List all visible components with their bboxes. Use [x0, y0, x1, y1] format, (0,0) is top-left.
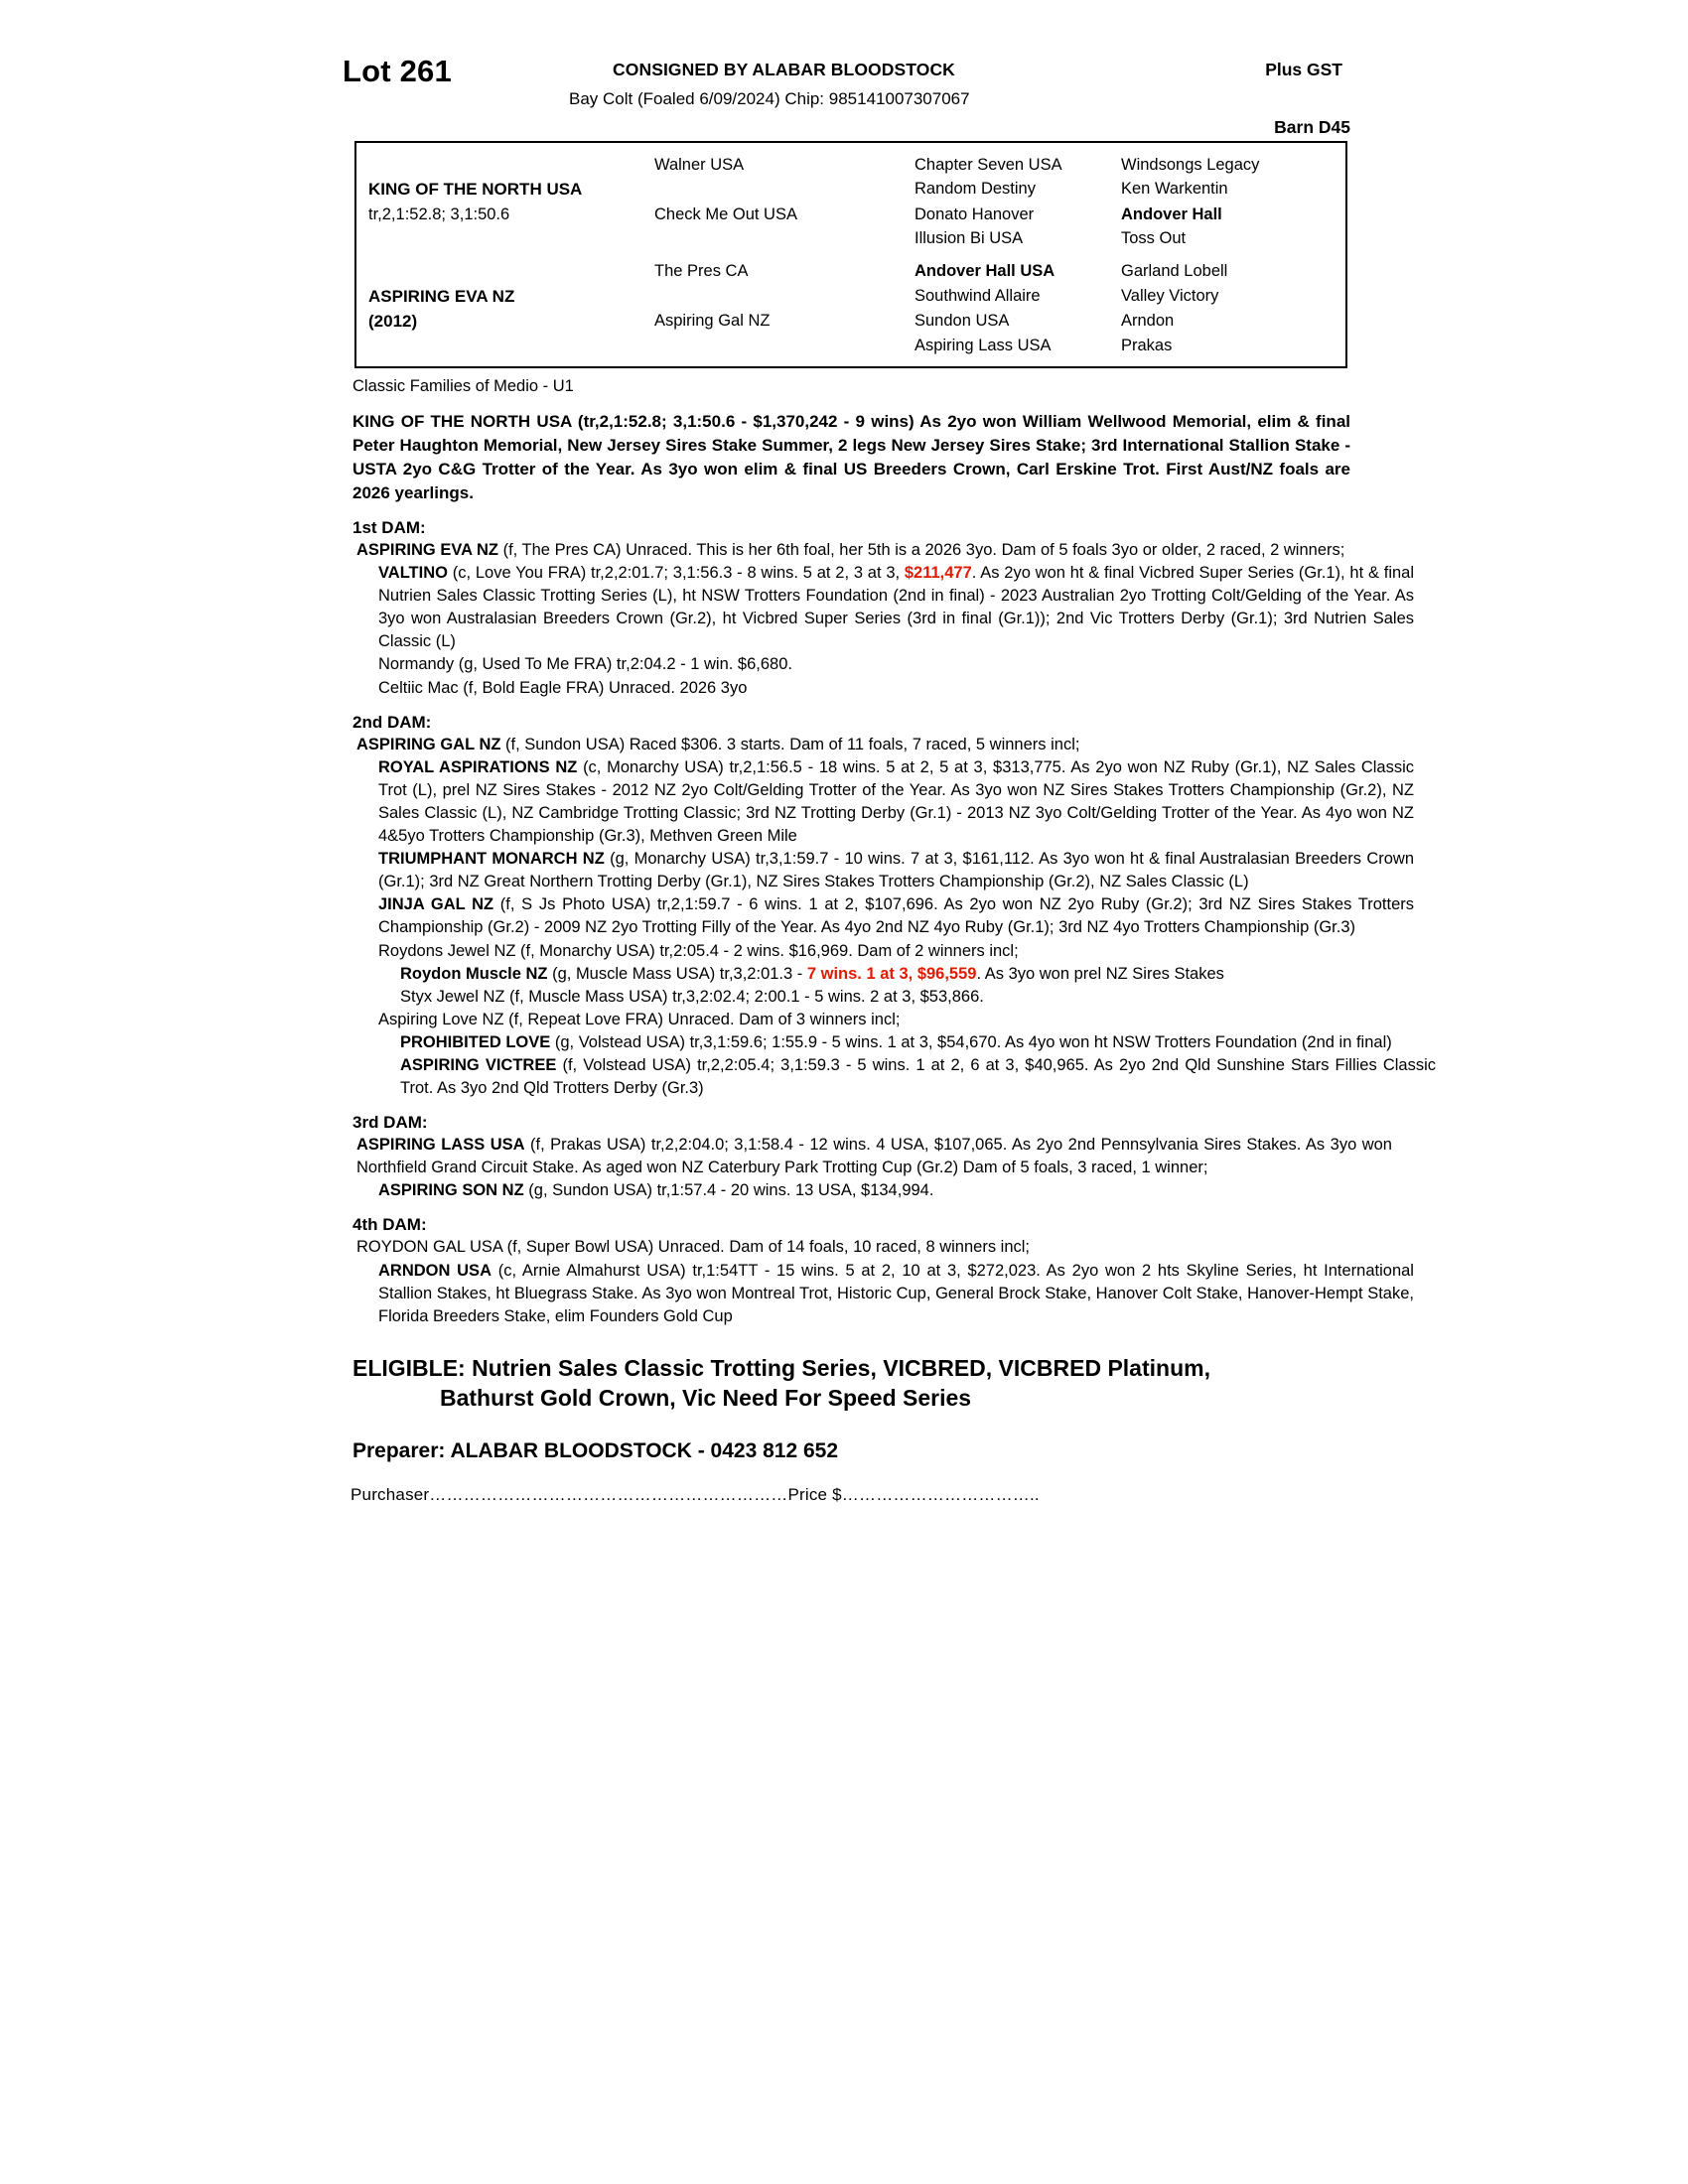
progeny-entry	[378, 562, 1414, 653]
eligible-line-1: ELIGIBLE: Nutrien Sales Classic Trotting Series, VICBRED, VICBRED Platinum,	[352, 1354, 1210, 1381]
progeny-text	[400, 986, 1436, 1009]
progeny-entry	[378, 756, 1414, 848]
progeny-detail: (g, Monarchy USA) tr,3,1:59.7 - 10 wins. 7 at 3, $161,112. As 3yo won ht & final Australasian Breeders Crown (Gr.1); 3rd NZ Great Northern Trotting Derby (Gr.1), NZ Sires Stakes Trotters Championship (Gr.2), NZ Sales Classic (L)	[378, 850, 1414, 891]
progeny-detail: (g, Volstead USA) tr,3,1:59.6; 1:55.9 - 5 wins. 1 at 3, $54,670. As 4yo won ht NSW Trotters Foundation (2nd in final)	[550, 1032, 1392, 1051]
progeny-text	[378, 653, 1414, 676]
gst-note: Plus GST	[1265, 60, 1342, 79]
horse-description: Bay Colt (Foaled 6/09/2024) Chip: 985141007307067	[569, 89, 970, 108]
progeny-entry	[378, 677, 1414, 700]
lot-number: Lot 261	[343, 54, 452, 88]
progeny-entry	[400, 1054, 1436, 1100]
dam-gp2: Southwind Allaire	[914, 286, 1041, 305]
dam-ggp1: Garland Lobell	[1121, 262, 1228, 281]
preparer-line: Preparer: ALABAR BLOODSTOCK - 0423 812 652	[352, 1438, 838, 1462]
progeny-entry	[356, 734, 1392, 756]
sire-summary: KING OF THE NORTH USA (tr,2,1:52.8; 3,1:50.6 - $1,370,242 - 9 wins) As 2yo won William Wellwood Memorial, elim & final Peter Haughton Memorial, New Jersey Sires Stake Summer, 2 legs New Jersey Sires Stake; 3rd International Stallion Stake - USTA 2yo C&G Trotter of the Year. As 3yo won elim & final US Breeders Crown, Carl Erskine Trot. First Aust/NZ foals are 2026 yearlings.	[352, 411, 1350, 502]
barn-number: Barn D45	[1274, 117, 1350, 137]
progeny-name: Roydon Muscle NZ	[400, 964, 548, 983]
progeny-entry	[378, 893, 1414, 939]
progeny-entry	[356, 1236, 1392, 1259]
sire-dam: Check Me Out USA	[654, 205, 797, 223]
progeny-detail: (g, Sundon USA) tr,1:57.4 - 20 wins. 13 USA, $134,994.	[523, 1181, 934, 1200]
progeny-entry	[378, 940, 1414, 963]
dam-name: ASPIRING EVA NZ	[368, 286, 515, 306]
sire-gp3: Donato Hanover	[914, 205, 1035, 223]
progeny-entry	[400, 986, 1436, 1009]
progeny-text	[356, 1236, 1392, 1259]
dam-year: (2012)	[368, 311, 418, 331]
progeny-detail: (c, Love You FRA) tr,2,2:01.7; 3,1:56.3 - 8 wins. 5 at 2, 3 at 3,	[447, 564, 905, 583]
pedigree-cell	[654, 177, 914, 202]
progeny-detail-cont: . As 2yo won ht & final Vicbred Super Series (Gr.1), ht & final Nutrien Sales Classic Trotting Series (L), ht NSW Trotters Foundation (2nd in final) - 2023 Australian 2yo Trotting Colt/Gelding of the Year. As 3yo won Australasian Breeders Crown (Gr.2), ht Vicbred Super Series (3rd in final (Gr.1)); 2nd Vic Trotters Derby (Gr.1); 3rd Nutrien Sales Classic (L)	[378, 564, 1415, 651]
consignor-line: CONSIGNED BY ALABAR BLOODSTOCK	[613, 60, 955, 79]
sire-ggp2: Ken Warkentin	[1121, 180, 1228, 199]
progeny-text	[378, 893, 1414, 939]
page-header	[343, 46, 1390, 141]
sire-ggp4: Toss Out	[1121, 228, 1187, 247]
sire-ggp1: Windsongs Legacy	[1121, 156, 1260, 174]
pedigree-divider	[356, 250, 1345, 259]
progeny-name: TRIUMPHANT MONARCH NZ	[378, 850, 605, 869]
progeny-name: ARNDON USA	[378, 1261, 492, 1280]
progeny-detail: Roydons Jewel NZ (f, Monarchy USA) tr,2:05.4 - 2 wins. $16,969. Dam of 2 winners incl;	[378, 941, 1019, 960]
progeny-name: ASPIRING VICTREE	[400, 1055, 557, 1074]
dam-ggp4: Prakas	[1121, 337, 1173, 355]
dam-gp3: Sundon USA	[914, 311, 1010, 330]
progeny-entry	[378, 1260, 1414, 1328]
pedigree-row	[356, 177, 1345, 202]
purchaser-line: Purchaser………………………………………………………Price $……………………………..	[351, 1484, 1040, 1504]
dam-gp4: Aspiring Lass USA	[914, 337, 1052, 355]
progeny-name: VALTINO	[378, 564, 448, 583]
progeny-text	[356, 539, 1392, 562]
progeny-name: ASPIRING EVA NZ	[356, 541, 499, 559]
progeny-text	[378, 1260, 1414, 1328]
dam-heading: 1st DAM:	[352, 518, 426, 537]
dam-ggp2: Valley Victory	[1121, 286, 1219, 305]
progeny-name: JINJA GAL NZ	[378, 895, 494, 914]
progeny-text	[378, 940, 1414, 963]
pedigree-row	[356, 203, 1345, 226]
pedigree-row	[356, 259, 1345, 283]
progeny-name: ASPIRING SON NZ	[378, 1181, 524, 1200]
pedigree-cell	[654, 284, 914, 309]
progeny-detail: (g, Muscle Mass USA) tr,3,2:01.3 -	[547, 964, 807, 983]
progeny-detail: (f, The Pres CA) Unraced. This is her 6th foal, her 5th is a 2026 3yo. Dam of 5 foals 3yo or older, 2 raced, 2 winners;	[498, 541, 1345, 559]
pedigree-row	[356, 309, 1345, 334]
progeny-detail: (c, Arnie Almahurst USA) tr,1:54TT - 15 wins. 5 at 2, 10 at 3, $272,023. As 2yo won 2 hts Skyline Series, ht International Stallion Stakes, ht Bluegrass Stake. As 3yo won Montreal Trot, Historic Cup, General Brock Stake, Hanover Colt Stake, Hanover-Hempt Stake, Florida Breeders Stake, elim Founders Gold Cup	[378, 1261, 1414, 1325]
sire-gp4: Illusion Bi USA	[914, 228, 1024, 247]
progeny-text	[400, 1054, 1436, 1100]
progeny-text	[356, 734, 1392, 756]
progeny-detail: (f, Sundon USA) Raced $306. 3 starts. Dam of 11 foals, 7 raced, 5 winners incl;	[500, 735, 1080, 753]
sire-gp1: Chapter Seven USA	[914, 156, 1062, 174]
sire-gp2: Random Destiny	[914, 180, 1036, 199]
progeny-detail: (f, Volstead USA) tr,2,2:05.4; 3,1:59.3 - 5 wins. 1 at 2, 6 at 3, $40,965. As 2yo 2nd Qld Sunshine Stars Fillies Classic Trot. As 3yo 2nd Qld Trotters Derby (Gr.3)	[400, 1055, 1436, 1098]
progeny-entry	[378, 1179, 1414, 1202]
classic-families: Classic Families of Medio - U1	[352, 376, 574, 395]
sire-name: KING OF THE NORTH USA	[368, 180, 583, 200]
progeny-entry	[378, 653, 1414, 676]
sire-record: tr,2,1:52.8; 3,1:50.6	[368, 205, 510, 223]
sire-ggp3: Andover Hall	[1121, 205, 1222, 223]
progeny-entry	[400, 1031, 1436, 1054]
progeny-name: PROHIBITED LOVE	[400, 1032, 551, 1051]
progeny-name: ASPIRING LASS USA	[356, 1136, 525, 1155]
dam-ggp3: Arndon	[1121, 311, 1175, 330]
pedigree-row	[356, 334, 1345, 357]
progeny-entry	[378, 1009, 1414, 1031]
pedigree-row	[356, 226, 1345, 250]
progeny-detail: (f, Prakas USA) tr,2,2:04.0; 3,1:58.4 - 12 wins. 4 USA, $107,065. As 2yo 2nd Pennsylvania Sires Stakes. As 3yo won Northfield Grand Circuit Stake. As aged won NZ Caterbury Park Trotting Cup (Gr.2) Dam of 5 foals, 3 raced, 1 winner;	[356, 1136, 1392, 1177]
progeny-text	[378, 756, 1414, 848]
progeny-text	[378, 562, 1414, 653]
progeny-text	[378, 1009, 1414, 1031]
pedigree-cell	[356, 153, 654, 177]
progeny-detail: (f, S Js Photo USA) tr,2,1:59.7 - 6 wins. 1 at 2, $107,696. As 2yo won NZ 2yo Ruby (Gr.2); 3rd NZ Sires Stakes Trotters Championship (Gr.2) - 2009 NZ 2yo Trotting Filly of the Year. As 4yo 2nd NZ 4yo Ruby (Gr.1); 3rd NZ 4yo Trotters Championship (Gr.3)	[378, 895, 1414, 937]
dam-heading: 2nd DAM:	[352, 712, 432, 732]
dam-gp1: Andover Hall USA	[914, 262, 1055, 281]
pedigree-row	[356, 284, 1345, 309]
progeny-text	[400, 1031, 1436, 1054]
pedigree-cell	[356, 259, 654, 283]
progeny-name: ASPIRING GAL NZ	[356, 735, 501, 753]
progeny-detail: Styx Jewel NZ (f, Muscle Mass USA) tr,3,2:02.4; 2:00.1 - 5 wins. 2 at 3, $53,866.	[400, 987, 984, 1006]
progeny-detail-cont: . As 3yo won prel NZ Sires Stakes	[976, 964, 1224, 983]
progeny-text	[378, 1179, 1414, 1202]
progeny-text	[356, 1134, 1392, 1179]
progeny-detail: Celtiic Mac (f, Bold Eagle FRA) Unraced. 2026 3yo	[378, 678, 748, 697]
eligible-line-2: Bathurst Gold Crown, Vic Need For Speed Series	[440, 1384, 972, 1411]
progeny-entry	[356, 539, 1392, 562]
progeny-text	[378, 848, 1414, 893]
highlighted-earnings: 7 wins. 1 at 3, $96,559	[806, 964, 977, 983]
progeny-text	[400, 963, 1436, 986]
highlighted-earnings: $211,477	[904, 564, 972, 583]
dam-heading: 4th DAM:	[352, 1215, 427, 1235]
sire-sire: Walner USA	[654, 156, 745, 174]
dam-sire: The Pres CA	[654, 262, 749, 281]
dam-heading: 3rd DAM:	[352, 1113, 428, 1133]
progeny-text	[378, 677, 1414, 700]
progeny-entry	[400, 963, 1436, 986]
pedigree-cell	[356, 226, 654, 250]
pedigree-table	[354, 141, 1347, 368]
pedigree-cell	[654, 226, 914, 250]
eligible-block	[352, 1354, 1355, 1414]
progeny-detail: Aspiring Love NZ (f, Repeat Love FRA) Unraced. Dam of 3 winners incl;	[378, 1010, 901, 1028]
progeny-entry	[356, 1134, 1392, 1179]
dam-sections	[343, 518, 1436, 1328]
progeny-detail: ROYDON GAL USA (f, Super Bowl USA) Unraced. Dam of 14 foals, 10 raced, 8 winners incl;	[356, 1238, 1030, 1257]
progeny-detail: Normandy (g, Used To Me FRA) tr,2:04.2 - 1 win. $6,680.	[378, 655, 792, 674]
pedigree-cell	[356, 334, 654, 357]
progeny-entry	[378, 848, 1414, 893]
dam-dam: Aspiring Gal NZ	[654, 311, 771, 330]
progeny-name: ROYAL ASPIRATIONS NZ	[378, 757, 578, 776]
progeny-detail: (c, Monarchy USA) tr,2,1:56.5 - 18 wins. 5 at 2, 5 at 3, $313,775. As 2yo won NZ Ruby (Gr.1), NZ Sales Classic Trot (L), prel NZ Sires Stakes - 2012 NZ 2yo Colt/Gelding Trotter of the Year. As 3yo won NZ Sires Stakes Trotters Championship (Gr.2), NZ Sales Classic (L), NZ Cambridge Trotting Classic; 3rd NZ Trotting Derby (Gr.1) - 2013 NZ 3yo Colt/Gelding Trotter of the Year. As 4yo won NZ 4&5yo Trotters Championship (Gr.3), Methven Green Mile	[378, 757, 1414, 846]
pedigree-row	[356, 153, 1345, 177]
pedigree-cell	[654, 334, 914, 357]
